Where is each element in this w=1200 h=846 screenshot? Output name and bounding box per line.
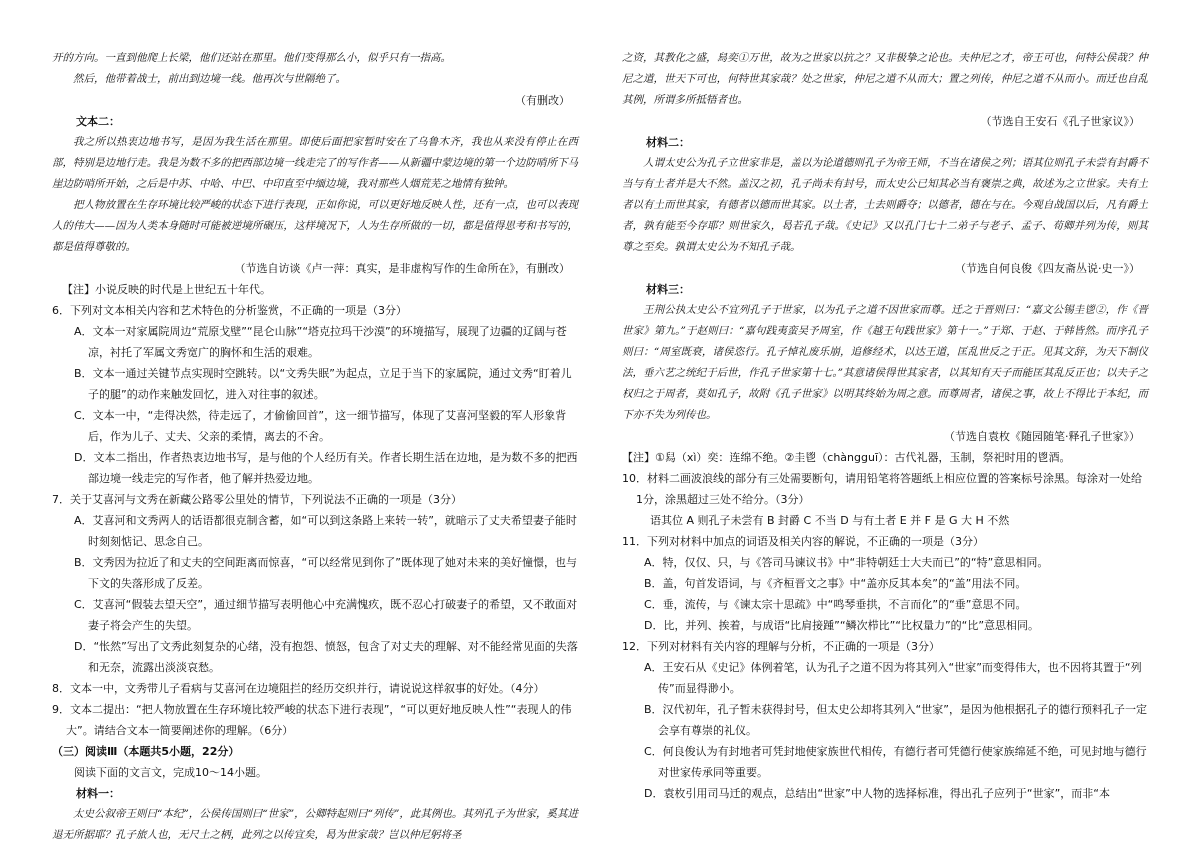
question-6-option-a: A．文本一对家属院周边“荒原戈壁”“昆仑山脉”“塔克拉玛干沙漠”的环境描写，展现了边疆的辽阔与苍凉，衬托了军属文秀宽广的胸怀和生活的艰难。 bbox=[74, 325, 567, 359]
source-material-1: （节选自王安石《孔子世家议》） bbox=[980, 115, 1140, 128]
section-3-heading: （三）阅读Ⅲ（本题共5小题，22分） bbox=[52, 745, 240, 758]
story-ending-line-2: 然后，他带着战士，前出到边境一线。他再次与世隔绝了。 bbox=[73, 73, 346, 85]
question-11: 11．下列对材料中加点的词语及相关内容的解说，不正确的一项是（3分） bbox=[622, 535, 984, 548]
question-12-option-d: D．袁枚引用司马迁的观点，总结出“世家”中人物的选择标准，得出孔子应列于“世家”，而非“本 bbox=[644, 787, 1110, 800]
footnote-1: 【注】小说反映的时代是上世纪五十年代。 bbox=[62, 283, 271, 296]
question-12: 12．下列对材料有关内容的理解与分析，不正确的一项是（3分） bbox=[622, 640, 940, 653]
question-6-option-d: D．文本二指出，作者热衷边地书写，是与他的个人经历有关。作者长期生活在边地，是为数不多的把西部边境一线走完的写作者，他了解并热爱边地。 bbox=[74, 451, 578, 485]
material-2-paragraph: 人谓太史公为孔子立世家非是，盖以为论道德则孔子为帝王师，不当在诸侯之列；语其位则孔子未尝有封爵不当与有土者并是大不然。盖汉之初，孔子尚未有封号，而太史公已知其必当有褒崇之典，故述为之立世家。夫有土者以有土而世其家，有德者以德而世其家。以土者，土去则爵夺；以德者，德在与在。今观自战国以后，凡有爵土者，孰有能至今存耶？则世家久，曷若孔子哉。《史记》又以孔门七十二弟子与老子、孟子、荀卿并列为传，则其尊之至矣。孰谓太史公为不知孔子哉。 bbox=[622, 157, 1148, 253]
question-7-option-c: C．艾喜河“假装去望天空”，通过细节描写表明他心中充满愧疚，既不忍心打破妻子的希望，又不敢面对妻子将会产生的失望。 bbox=[74, 598, 578, 632]
question-6-option-c: C．文本一中，“走得决然，待走远了，才偷偷回首”，这一细节描写，体现了艾喜河坚毅的军人形象背后，作为儿子、丈夫、父亲的柔情，离去的不舍。 bbox=[74, 409, 567, 443]
story-ending-line-1: 开的方向。一直到他爬上长梁，他们还站在那里。他们变得那么小，似乎只有一指高。 bbox=[52, 52, 451, 64]
question-12-option-c: C．何良俊认为有封地者可凭封地使家族世代相传，有德行者可凭德行使家族绵延不绝，可见封地与德行对世家传承同等重要。 bbox=[644, 745, 1147, 779]
source-material-3: （节选自袁枚《随园随笔·释孔子世家》） bbox=[944, 430, 1140, 443]
question-10: 10．材料二画波浪线的部分有三处需要断句，请用铅笔将答题纸上相应位置的答案标号涂黑。每涂对一处给1分，涂黑超过三处不给分。（3分） bbox=[622, 472, 1142, 506]
question-11-option-b: B．盖，句首发语词，与《齐桓晋文之事》中“盖亦反其本矣”的“盖”用法不同。 bbox=[644, 577, 1027, 590]
text2-paragraph-1: 我之所以热衷边地书写，是因为我生活在那里。即使后面把家暂时安在了乌鲁木齐，我也从来没有停止在西部，特别是边地行走。我是为数不多的把西部边境一线走完了的写作者——从新疆中蒙边境的第一个边防哨所下马崖边防哨所开始，之后是中苏、中哈、中巴、中印直至中缅边境，我对那些人烟荒芜之地情有独钟。 bbox=[52, 136, 578, 190]
question-6-option-b: B．文本一通过关键节点实现时空跳转。以“文秀失眠”为起点，立足于当下的家属院，通过文秀“盯着儿子的腿”的动作来触发回忆，进入对往事的叙述。 bbox=[74, 367, 572, 401]
question-11-option-c: C．垂，流传，与《谏太宗十思疏》中“鸣琴垂拱，不言而化”的“垂”意思不同。 bbox=[644, 598, 1027, 611]
material-1-continued: 之资，其教化之盛，舄奕①万世，故为之世家以抗之？又非极挚之论也。夫仲尼之才，帝王可也，何特公侯哉？仲尼之道，世天下可也，何特世其家哉？处之世家，仲尼之道不从而大；置之列传，仲尼之道不从而小。而迁也自乱其例，所谓多所抵牾者也。 bbox=[622, 52, 1148, 106]
question-7-option-b: B．文秀因为拉近了和丈夫的空间距离而惊喜，“可以经常见到你了”既体现了她对未来的美好憧憬，也与下文的失落形成了反差。 bbox=[74, 556, 577, 590]
question-9: 9．文本二提出：“把人物放置在生存环境比较严峻的状态下进行表现”，“可以更好地反映人性”“表现人的伟大”。请结合文本一简要阐述你的理解。（6分） bbox=[52, 703, 572, 737]
question-12-option-b: B．汉代初年，孔子暂未获得封号，但太史公却将其列入“世家”，是因为他根据孔子的德行预料孔子一定会享有尊崇的礼仪。 bbox=[644, 703, 1147, 737]
question-7-option-a: A．艾喜河和文秀两人的话语都很克制含蓄，如“可以到这条路上来转一转”，就暗示了丈夫希望妻子能时时刻刻惦记、思念自己。 bbox=[74, 514, 577, 548]
text2-heading: 文本二： bbox=[76, 115, 120, 128]
material-1-heading: 材料一： bbox=[76, 787, 120, 800]
material-3-heading: 材料三： bbox=[646, 283, 690, 296]
question-8: 8．文本一中，文秀带儿子看病与艾喜河在边境阻拦的经历交织并行，请说说这样叙事的好处。（4分） bbox=[52, 682, 545, 695]
text2-paragraph-2: 把人物放置在生存环境比较严峻的状态下进行表现，正如你说，可以更好地反映人性，还有一点，也可以表现人的伟大——因为人类本身随时可能被逆境所碾压，这样境况下，人为生存所做的一切，都是值得思考和书写的，都是值得尊敬的。 bbox=[52, 199, 578, 253]
source-material-2: （节选自何良俊《四友斋丛说·史一》） bbox=[955, 262, 1140, 275]
question-7: 7．关于艾喜河与文秀在新藏公路零公里处的情节，下列说法不正确的一项是（3分） bbox=[52, 493, 462, 506]
source-note-1: （有删改） bbox=[515, 94, 570, 107]
left-column bbox=[52, 48, 578, 846]
material-3-paragraph: 王荆公执太史公不宜列孔子于世家，以为孔子之道不因世家而尊。迁之于晋则曰：“嘉文公锡圭鬯②，作《晋世家》第九。”于赵则曰：“嘉句践夷蛮吴予周室，作《越王句践世家》第十一。”于郑、于赵、于韩皆然。而序孔子则曰：“周室既衰，诸侯恣行。孔子悼礼废乐崩，追修经术，以达王道，匡乱世反之于正。见其文辞，为天下制仪法，垂六艺之统纪于后世，作孔子世家第十七。”其意诸侯得世其家者，以其知有天子而能匡其乱反正也；以夫子之权归之于周者，莫如孔子，故附《孔子世家》以明其终始为周之意。而尊周者，诸侯之事，故上不得比于本纪，而下亦不失为列传也。 bbox=[622, 304, 1148, 421]
source-note-2: （节选自访谈《卢一萍：真实，是非虚构写作的生命所在》，有删改） bbox=[234, 262, 570, 275]
question-11-option-d: D．比，并列、挨着，与成语“比肩接踵”“鳞次栉比”“比权量力”的“比”意思相同。 bbox=[644, 619, 1040, 632]
question-7-option-d: D．“怅然”写出了文秀此刻复杂的心绪，没有抱怨、愤怒，包含了对丈夫的理解、对不能经常见面的失落和无奈，流露出淡淡哀愁。 bbox=[74, 640, 578, 674]
question-12-option-a: A．王安石从《史记》体例着笔，认为孔子之道不因为将其列入“世家”而变得伟大，也不因将其置于“列传”而显得渺小。 bbox=[644, 661, 1142, 695]
question-11-option-a: A．特，仅仅、只，与《答司马谏议书》中“非特朝廷士大夫而已”的“特”意思相同。 bbox=[644, 556, 1049, 569]
section-3-intro: 阅读下面的文言文，完成10～14小题。 bbox=[74, 766, 267, 779]
material-2-heading: 材料二： bbox=[646, 136, 690, 149]
question-10-options: 语其位 A 则孔子未尝有 B 封爵 C 不当 D 与有土者 E 并 F 是 G 大 H 不然 bbox=[650, 514, 1010, 527]
right-column bbox=[622, 48, 1148, 804]
question-6: 6．下列对文本相关内容和艺术特色的分析鉴赏，不正确的一项是（3分） bbox=[52, 304, 407, 317]
material-1-paragraph: 太史公叙帝王则曰“本纪”，公侯传国则曰“世家”，公卿特起则曰“列传”，此其例也。其列孔子为世家，奚其进退无所据耶？孔子旅人也，无尺土之柄，此列之以传宜矣，曷为世家哉？岂以仲尼躬将圣 bbox=[52, 808, 578, 841]
footnote-2: 【注】①舄（xì）奕：连绵不绝。②圭鬯（chàngguī）：古代礼器，玉制，祭祀时用的鬯酒。 bbox=[622, 451, 1071, 464]
